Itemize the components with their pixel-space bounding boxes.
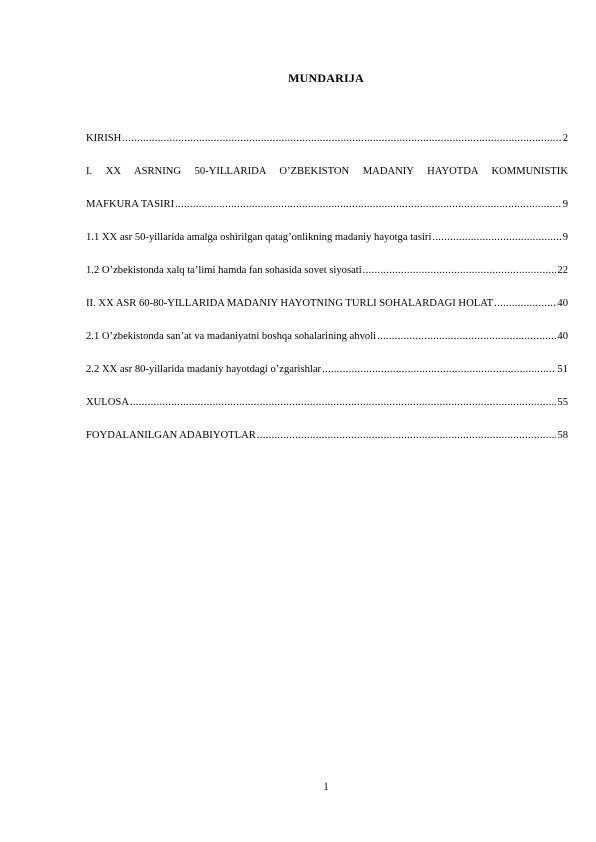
toc-entry-page: 22 (557, 265, 568, 276)
toc-entry-chapter1[interactable] (86, 196, 568, 213)
toc-entry-section-1-2[interactable] (86, 262, 568, 279)
toc-entry-section-2-2[interactable] (86, 361, 568, 378)
toc-entry-label: KIRISH (86, 133, 122, 144)
toc-entry-page: 9 (562, 232, 568, 243)
toc-entry-section-1-1[interactable] (86, 229, 568, 246)
toc-leader-dots (130, 394, 556, 411)
toc-entry-label: FOYDALANILGAN ADABIYOTLAR (86, 430, 256, 441)
toc-entry-label: 1.1 XX asr 50-yillarida amalga oshirilgan qatag’onlikning madaniy hayotga tasiri (86, 232, 432, 243)
toc-entry-adabiyotlar[interactable] (86, 427, 568, 444)
toc-entry-xulosa[interactable] (86, 394, 568, 411)
toc-entry-page: 40 (557, 331, 568, 342)
toc-entry-label: MAFKURA TASIRI (86, 199, 175, 210)
toc-leader-dots (257, 427, 557, 444)
toc-leader-dots (322, 361, 556, 378)
toc-leader-dots (494, 295, 556, 312)
toc-entry-page: 40 (557, 298, 568, 309)
toc-leader-dots (122, 130, 561, 147)
toc-leader-dots (432, 229, 561, 246)
toc-entry-page: 55 (557, 397, 568, 408)
table-of-contents (86, 130, 568, 460)
toc-entry-label: XULOSA (86, 397, 129, 408)
toc-entry-page: 51 (557, 364, 568, 375)
toc-entry-chapter1-line1[interactable]: I. XX ASRNING 50-YILLARIDA O’ZBEKISTON MADANIY HAYOTDA KOMMUNISTIK (86, 166, 568, 177)
toc-leader-dots (363, 262, 557, 279)
toc-entry-kirish[interactable] (86, 130, 568, 147)
toc-entry-label: 2.1 O’zbekistonda san’at va madaniyatni boshqa sohalarining ahvoli (86, 331, 377, 342)
page-title: MUNDARIJA (288, 71, 364, 85)
toc-entry-page: 9 (562, 199, 568, 210)
toc-entry-chapter2[interactable] (86, 295, 568, 312)
page-number: 1 (323, 781, 329, 793)
toc-entry-label: II. XX ASR 60-80-YILLARIDA MADANIY HAYOTNING TURLI SOHALARDAGI HOLAT (86, 298, 494, 309)
toc-entry-label: 2.2 XX asr 80-yillarida madaniy hayotdagi o’zgarishlar (86, 364, 322, 375)
toc-entry-section-2-1[interactable] (86, 328, 568, 345)
toc-entry-page: 58 (557, 430, 568, 441)
toc-leader-dots (175, 196, 562, 213)
toc-entry-label: 1.2 O’zbekistonda xalq ta’limi hamda fan sohasida sovet siyosati (86, 265, 362, 276)
toc-leader-dots (377, 328, 556, 345)
toc-entry-page: 2 (562, 133, 568, 144)
